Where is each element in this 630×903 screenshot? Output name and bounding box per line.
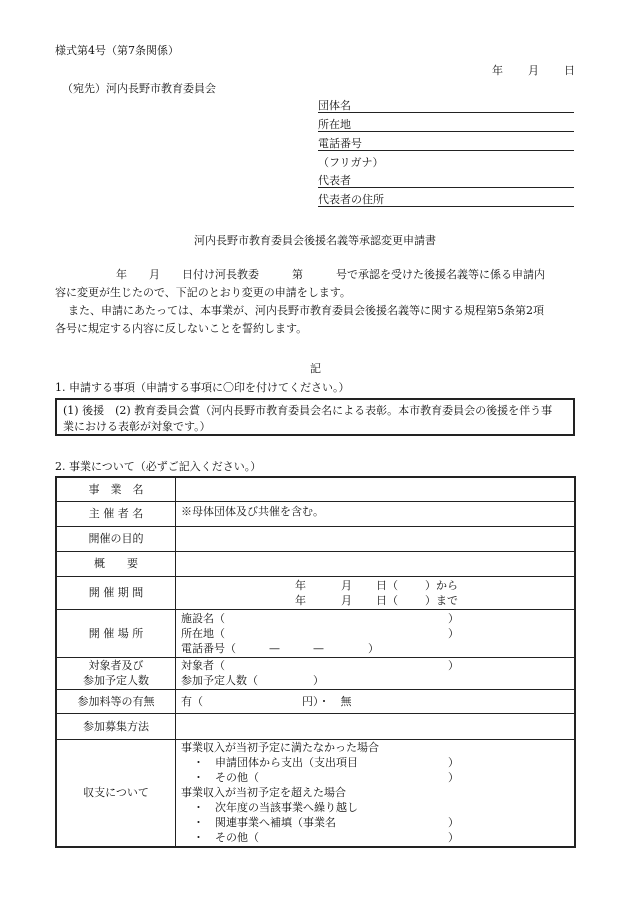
label-target: 対象者及び 参加予定人数 bbox=[56, 657, 176, 689]
section-1-heading: 1. 申請する事項（申請する事項に〇印を付けてください。） bbox=[55, 381, 350, 394]
participants-row: 参加予定人数（ ） bbox=[181, 674, 324, 687]
section-2-heading: 2. 事業について（必ずご記入ください。） bbox=[55, 460, 262, 473]
label-purpose: 開催の目的 bbox=[56, 526, 176, 551]
organizer-note: ※母体団体及び共催を含む。 bbox=[181, 504, 324, 518]
finance-line: ・ 関連事業へ補填（事業名 ） bbox=[193, 816, 459, 830]
period-end-row: 年 月 日（ ）まで bbox=[295, 593, 458, 607]
field-representative[interactable]: 代表者 bbox=[318, 172, 574, 188]
document-title: 河内長野市教育委員会後援名義等承認変更申請書 bbox=[194, 234, 436, 247]
input-target[interactable] bbox=[176, 657, 576, 689]
input-finance[interactable] bbox=[176, 739, 576, 847]
target-row: 対象者（ ） bbox=[181, 659, 459, 672]
finance-line: ・ その他（ ） bbox=[193, 771, 459, 785]
period-start-row: 年 月 日（ ）から bbox=[295, 578, 458, 592]
input-fee[interactable]: 有（ 円）・ 無 bbox=[176, 689, 576, 713]
ki-heading: 記 bbox=[310, 362, 321, 375]
date-year-label: 年 bbox=[492, 64, 503, 77]
label-organizer: 主 催 者 名 bbox=[56, 501, 176, 526]
section-1-options-box[interactable] bbox=[55, 398, 575, 436]
input-period[interactable] bbox=[176, 576, 576, 609]
input-purpose[interactable] bbox=[176, 526, 576, 551]
input-organizer[interactable] bbox=[176, 501, 576, 526]
section-1-options-line-2: 業における表彰が対象です。） bbox=[63, 420, 211, 433]
paragraph-1-line-2: 容に変更が生じたので、下記のとおり変更の申請をします。 bbox=[55, 286, 351, 299]
field-group-name[interactable]: 団体名 bbox=[318, 97, 574, 113]
label-project-name: 事 業 名 bbox=[56, 477, 176, 501]
field-phone[interactable]: 電話番号 bbox=[318, 135, 574, 151]
addressee: （宛先）河内長野市教育委員会 bbox=[62, 82, 216, 95]
form-number: 様式第4号（第7条関係） bbox=[55, 44, 179, 57]
venue-facility-row: 施設名（ ） bbox=[181, 611, 459, 625]
label-fee: 参加料等の有無 bbox=[56, 689, 176, 713]
field-representative-address[interactable]: 代表者の住所 bbox=[318, 191, 574, 207]
label-finance: 収支について bbox=[56, 739, 176, 847]
finance-line: 事業収入が当初予定に満たなかった場合 bbox=[181, 741, 379, 755]
input-overview[interactable] bbox=[176, 551, 576, 576]
label-recruitment: 参加募集方法 bbox=[56, 713, 176, 739]
venue-address-row: 所在地（ ） bbox=[181, 626, 459, 640]
date-month-label: 月 bbox=[528, 64, 539, 77]
label-venue: 開 催 場 所 bbox=[56, 609, 176, 657]
finance-line: ・ 申請団体から支出（支出項目 ） bbox=[193, 756, 459, 770]
paragraph-2-line-1: また、申請にあたっては、本事業が、河内長野市教育委員会後援名義等に関する規程第5条第2項 bbox=[68, 304, 544, 317]
input-project-name[interactable] bbox=[176, 477, 576, 501]
paragraph-2-line-2: 各号に規定する内容に反しないことを誓約します。 bbox=[55, 322, 308, 335]
label-period: 開 催 期 間 bbox=[56, 576, 176, 609]
finance-line: ・ その他（ ） bbox=[193, 831, 459, 845]
section-1-options-line-1: (1) 後援 (2) 教育委員会賞（河内長野市教育委員会名による表彰。本市教育委員会の後援を伴う事 bbox=[63, 404, 553, 417]
field-address[interactable]: 所在地 bbox=[318, 116, 574, 132]
finance-line: ・ 次年度の当該事業へ繰り越し bbox=[193, 801, 358, 815]
project-table bbox=[55, 476, 576, 848]
label-overview: 概 要 bbox=[56, 551, 176, 576]
paragraph-1-line-1: 年 月 日付け河長教委 第 号で承認を受けた後援名義等に係る申請内 bbox=[116, 268, 545, 281]
venue-phone-row: 電話番号（ — — ） bbox=[181, 641, 379, 655]
input-recruitment[interactable] bbox=[176, 713, 576, 739]
finance-line: 事業収入が当初予定を超えた場合 bbox=[181, 786, 346, 800]
input-venue[interactable] bbox=[176, 609, 576, 657]
field-furigana[interactable]: （フリガナ） bbox=[318, 156, 384, 169]
date-day-label: 日 bbox=[564, 64, 575, 77]
